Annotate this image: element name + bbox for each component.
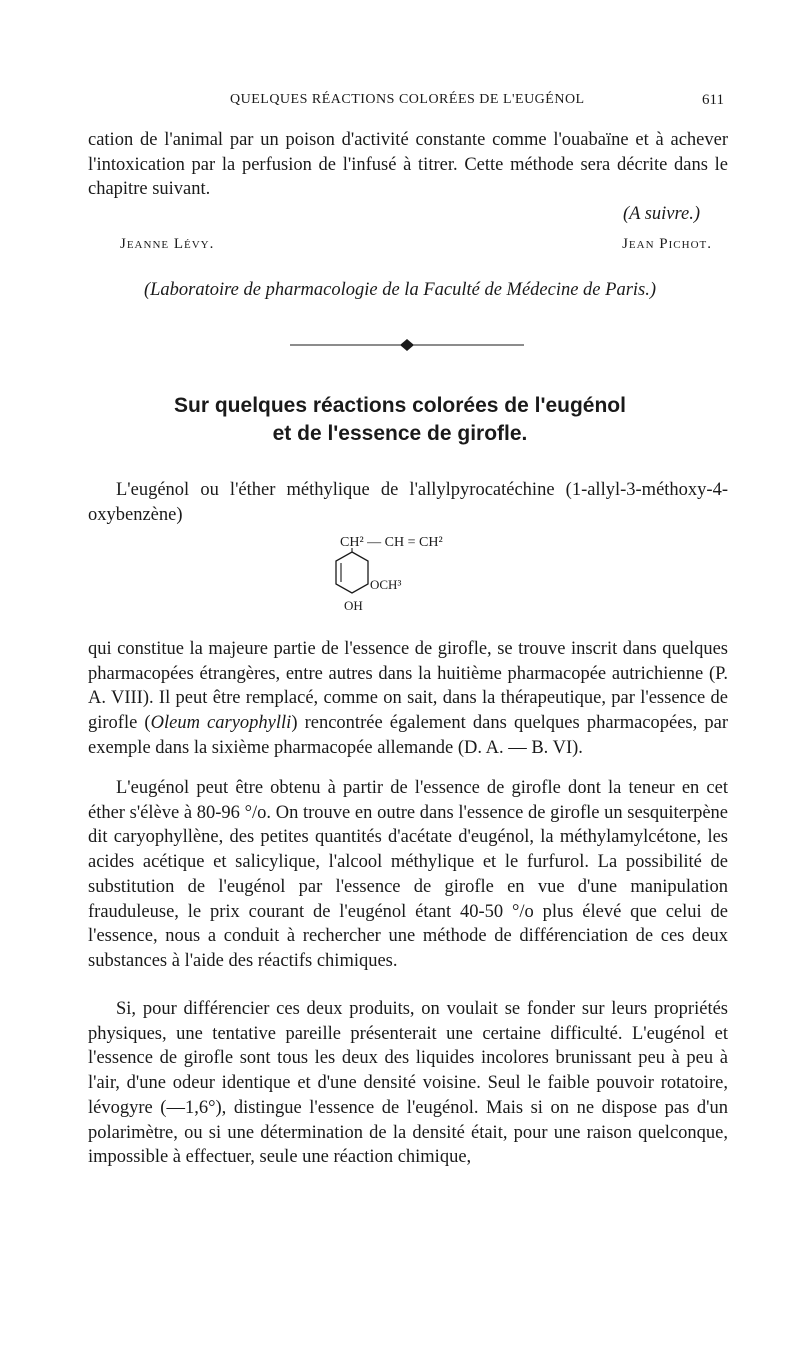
author-left: Jeanne Lévy.	[120, 236, 215, 252]
body-paragraph-composition: L'eugénol peut être obtenu à partir de l'essence de girofle dont la teneur en cet éther s'élève à 80-96 °/o. On trouve en outre dans l'essence de girofle un sesquiterpène dit caryophyllène, des petites quantités d'acétate d'eugénol, la méthylamylcétone, les acides acétique et salicylique, l'alcool méthylique et le furfurol. La possibilité de substitution de l'eugénol par l'essence de girofle en vue d'une manipulation frauduleuse, le prix courant de l'eugénol étant 40-50 °/o plus élevé que celui de l'essence, nous a conduit à rechercher une méthode de différenciation de ces deux substances à l'aide des réactifs chimiques.	[88, 778, 728, 971]
intro-paragraph: L'eugénol ou l'éther méthylique de l'allylpyrocatéchine (1-allyl-3-méthoxy-4-oxybenzène)	[88, 480, 728, 525]
paragraph-text: qui constitue la majeure partie de l'essence de girofle, se trouve inscrit dans quelques pharmacopées étrangères, entre autres dans la huitième pharmacopée autrichienne (P. A. VIII). Il peut être remplacé, comme on sait, dans la thérapeutique, par l'essence de girofle (	[88, 639, 728, 734]
page-number: 611	[702, 92, 724, 108]
running-head	[88, 92, 724, 114]
section-separator	[290, 339, 524, 351]
formula-hydroxyl: OH	[344, 598, 363, 613]
to-be-continued-note: (A suivre.)	[622, 204, 700, 224]
author-right: Jean Pichot.	[622, 236, 712, 252]
article-title-line-1: Sur quelques réactions colorées de l'eugénol	[174, 394, 626, 417]
formula-methoxy: OCH³	[370, 577, 402, 592]
body-paragraph-pharmacopoeia	[88, 637, 728, 761]
eugenol-structural-formula	[330, 532, 530, 628]
latin-term: Oleum caryophylli	[150, 713, 292, 734]
affiliation: (Laboratoire de pharmacologie de la Faculté de Médecine de Paris.)	[143, 280, 657, 300]
article-title-line-2: et de l'essence de girofle.	[272, 422, 528, 445]
running-title: QUELQUES RÉACTIONS COLORÉES DE L'EUGÉNOL	[230, 92, 585, 107]
formula-side-chain: CH² — CH = CH²	[340, 535, 443, 550]
article-title	[0, 392, 800, 448]
continuation-paragraph: cation de l'animal par un poison d'activité constante comme l'ouabaïne et à achever l'intoxication par la perfusion de l'infusé à titrer. Cette méthode sera décrite dans le chapitre suivant.	[88, 130, 728, 200]
paragraph-text-continued: ) rencontrée également dans quelques pharmacopées, par exemple dans la sixième pharmacopée allemande (D. A. — B. VI).	[88, 713, 728, 758]
body-paragraph-properties: Si, pour différencier ces deux produits, on voulait se fonder sur leurs propriétés physiques, une tentative pareille présenterait une certaine difficulté. L'eugénol et l'essence de girofle sont tous les deux des liquides incolores brunissant peu à peu à l'air, d'une odeur identique et d'une densité voisine. Seul le faible pouvoir rotatoire, lévogyre (—1,6°), distingue l'essence de l'eugénol. Mais si on ne dispose pas d'un polarimètre, ou si une détermination de la densité était, pour une raison quelconque, impossible à effectuer, seule une réaction chimique,	[88, 999, 728, 1168]
